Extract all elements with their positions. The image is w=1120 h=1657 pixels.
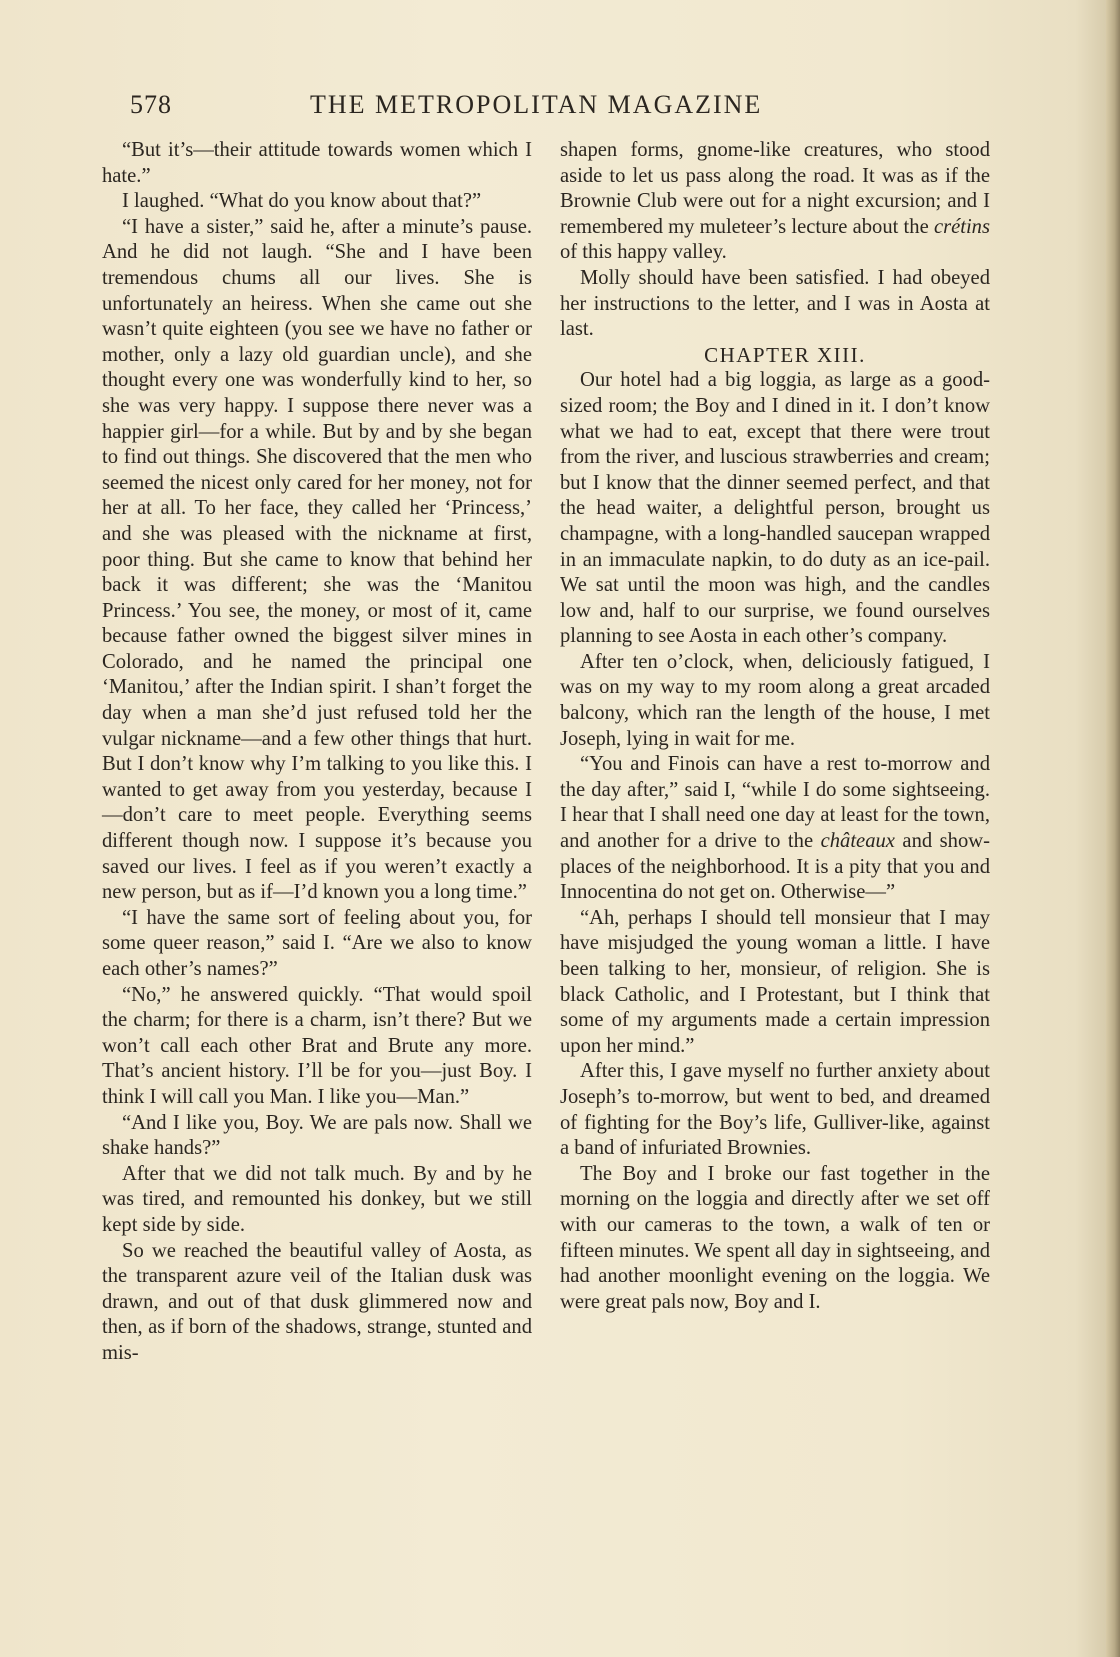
- italic-word: châteaux: [820, 830, 895, 853]
- page-number: 578: [130, 90, 172, 119]
- paragraph: “No,” he answered quickly. “That would spoil the charm; for there is a charm, isn’t there? But we won’t call each other Brat and Brute any more. That’s ancient history. I’ll be for you—just Boy. I think I will call you Man. I like you—Man.”: [102, 983, 532, 1108]
- paragraph: After that we did not talk much. By and by he was tired, and remounted his donkey, but we still kept side by side.: [102, 1162, 532, 1236]
- text-run: “You and Finois can have a rest to-morrow and the day after,” said I, “while I do some sightseeing. I hear that I shall need one day at least for the town, and another for a drive to the: [560, 753, 990, 853]
- paragraph: So we reached the beautiful valley of Aosta, as the transparent azure veil of the Italian dusk was drawn, and out of that dusk glimmered now and then, as if born of the shadows, strange, stunted and mis-: [102, 1239, 532, 1364]
- left-column: [102, 138, 532, 1367]
- paragraph: Molly should have been satisfied. I had obeyed her instructions to the letter, and I was in Aosta at last.: [560, 266, 990, 341]
- page-edge-shadow: [1106, 0, 1120, 1657]
- paragraph: “I have the same sort of feeling about you, for some queer reason,” said I. “Are we also to know each other’s names?”: [102, 906, 532, 980]
- text-run: and show-places of the neighborhood. It is a pity that you and Innocentina do not get on. Otherwise—”: [560, 830, 990, 904]
- chapter-heading: CHAPTER XIII.: [704, 342, 866, 367]
- paragraph: “But it’s—their attitude towards women which I hate.”: [102, 139, 532, 187]
- paragraph: “I have a sister,” said he, after a minute’s pause. And he did not laugh. “She and I have been tremendous chums all our lives. She is unfortunately an heiress. When she came out she wasn’t quite eighteen (you see we have no father or mother, only a lazy old guardian uncle), and she thought every one was wonderfully kind to her, so she was very happy. I suppose there never was a happier girl—for a while. But by and by she began to find out things. She discovered that the men who seemed the nicest only cared for her money, not for her at all. To her face, they called her ‘Princess,’ and she was pleased with the nickname at first, poor thing. But she came to know that behind her back it was different; she was the ‘Manitou Princess.’ You see, the money, or most of it, came because father owned the biggest silver mines in Colorado, and he named the principal one ‘Manitou,’ after the Indian spirit. I shan’t forget the day when a man she’d just refused told her the vulgar nickname—and a few other things that hurt. But I don’t know why I’m talking to you like this. I wanted to get away from you yesterday, because I—don’t care to meet people. Everything seems different though now. I suppose it’s because you saved our lives. I feel as if you weren’t exactly a new person, but as if—I’d known you a long time.”: [102, 215, 532, 904]
- text-run: of this happy valley.: [560, 241, 727, 264]
- paragraph: After ten o’clock, when, deliciously fatigued, I was on my way to my room along a great arcaded balcony, which ran the length of the house, I met Joseph, lying in wait for me.: [560, 650, 990, 750]
- continued-paragraph: [560, 138, 990, 266]
- running-title: THE METROPOLITAN MAGAZINE: [310, 90, 763, 119]
- italic-word: crétins: [933, 215, 990, 238]
- page-header: [130, 86, 1010, 126]
- right-column: [560, 138, 990, 1315]
- paragraph: “Ah, perhaps I should tell monsieur that I may have misjudged the young woman a little. I have been talking to her, monsieur, of religion. She is black Catholic, and I Protestant, but I think that some of my arguments made a certain impression upon her mind.”: [560, 906, 990, 1057]
- paragraph: “And I like you, Boy. We are pals now. Shall we shake hands?”: [102, 1111, 532, 1160]
- paragraph: [560, 752, 990, 906]
- paragraph: I laughed. “What do you know about that?”: [122, 190, 482, 213]
- paragraph: Our hotel had a big loggia, as large as a good-sized room; the Boy and I dined in it. I don’t know what we had to eat, except that there were trout from the river, and luscious strawberries and cream; but I know that the dinner seemed perfect, and that the head waiter, a delightful person, brought us champagne, with a long-handled saucepan wrapped in an immaculate napkin, to do duty as an ice-pail. We sat until the moon was high, and the candles low and, half to our surprise, we found ourselves planning to see Aosta in each other’s company.: [560, 369, 990, 648]
- text-run: shapen forms, gnome-like creatures, who stood aside to let us pass along the road. It was as if the Brownie Club were out for a night excursion; and I remembered my muleteer’s lecture about the: [560, 139, 990, 238]
- paragraph: After this, I gave myself no further anxiety about Joseph’s to-morrow, but went to bed, and dreamed of fighting for the Boy’s life, Gulliver-like, against a band of infuriated Brownies.: [560, 1060, 990, 1160]
- paragraph: The Boy and I broke our fast together in the morning on the loggia and directly after we set off with our cameras to the town, a walk of ten or fifteen minutes. We spent all day in sightseeing, and had another moonlight evening on the loggia. We were great pals now, Boy and I.: [560, 1162, 990, 1313]
